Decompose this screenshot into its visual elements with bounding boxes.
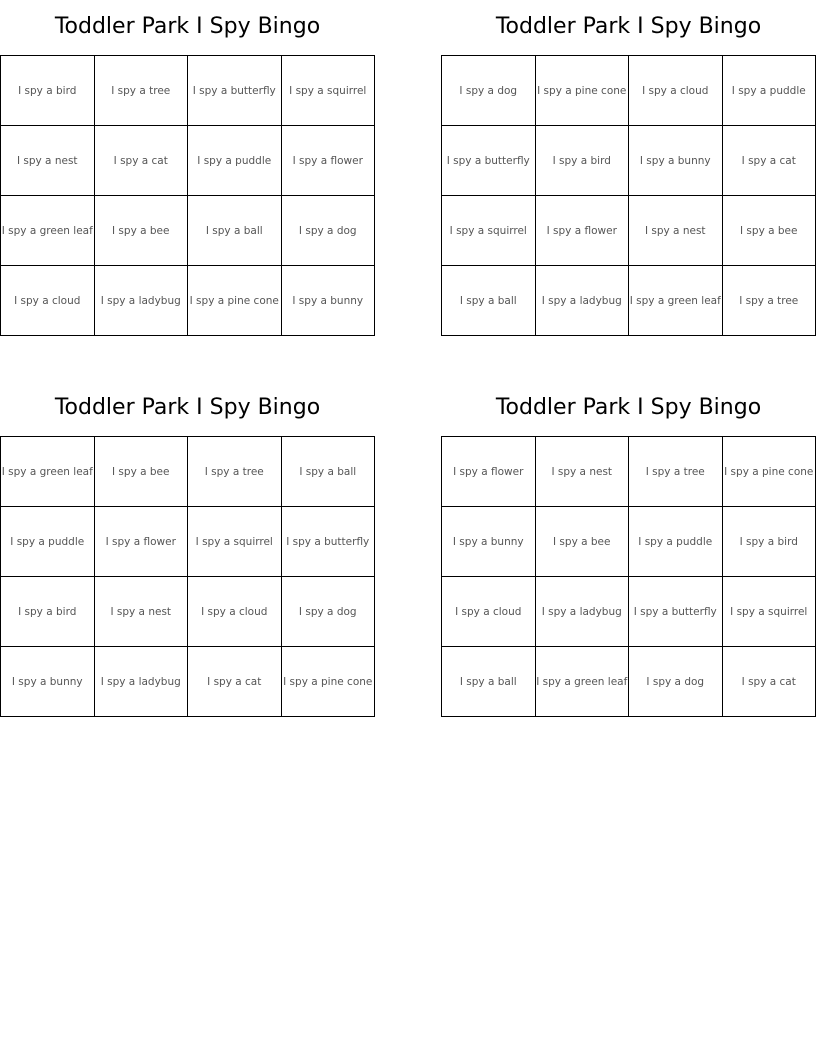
bingo-cell: I spy a dog (282, 577, 376, 647)
bingo-cell: I spy a bee (536, 507, 630, 577)
bingo-cell: I spy a tree (188, 437, 282, 507)
card-title: Toddler Park I Spy Bingo (54, 395, 321, 420)
bingo-cell: I spy a ball (442, 647, 536, 717)
bingo-card-4 (441, 391, 816, 717)
bingo-cell: I spy a puddle (723, 56, 816, 126)
bingo-cell: I spy a puddle (188, 126, 282, 196)
bingo-cell: I spy a flower (282, 126, 376, 196)
bingo-cell: I spy a pine cone (282, 647, 376, 717)
bingo-cell: I spy a ladybug (536, 266, 630, 336)
bingo-cell: I spy a puddle (629, 507, 723, 577)
bingo-grid (0, 55, 375, 336)
bingo-cell: I spy a dog (282, 196, 376, 266)
bingo-cell: I spy a butterfly (629, 577, 723, 647)
bingo-cell: I spy a ball (442, 266, 536, 336)
bingo-cell: I spy a nest (1, 126, 95, 196)
bingo-cell: I spy a pine cone (723, 437, 816, 507)
bingo-cell: I spy a cat (95, 126, 189, 196)
card-title: Toddler Park I Spy Bingo (54, 14, 321, 39)
bingo-cell: I spy a butterfly (282, 507, 376, 577)
bingo-cell: I spy a puddle (1, 507, 95, 577)
bingo-grid (441, 55, 816, 336)
bingo-cell: I spy a ladybug (95, 647, 189, 717)
bingo-cell: I spy a nest (629, 196, 723, 266)
bingo-cell: I spy a bunny (629, 126, 723, 196)
bingo-cell: I spy a ball (188, 196, 282, 266)
bingo-cell: I spy a nest (536, 437, 630, 507)
bingo-cell: I spy a ladybug (536, 577, 630, 647)
bingo-cell: I spy a dog (442, 56, 536, 126)
bingo-cell: I spy a flower (442, 437, 536, 507)
bingo-cell: I spy a cloud (1, 266, 95, 336)
bingo-card-2 (441, 10, 816, 336)
bingo-cell: I spy a squirrel (723, 577, 816, 647)
bingo-cell: I spy a squirrel (442, 196, 536, 266)
bingo-cell: I spy a flower (536, 196, 630, 266)
bingo-cell: I spy a squirrel (188, 507, 282, 577)
bingo-cell: I spy a dog (629, 647, 723, 717)
bingo-cell: I spy a cloud (442, 577, 536, 647)
bingo-cell: I spy a bee (723, 196, 816, 266)
bingo-cell: I spy a green leaf (536, 647, 630, 717)
bingo-cell: I spy a cloud (629, 56, 723, 126)
bingo-grid (0, 436, 375, 717)
bingo-cell: I spy a bird (536, 126, 630, 196)
bingo-cell: I spy a squirrel (282, 56, 376, 126)
bingo-cell: I spy a cloud (188, 577, 282, 647)
bingo-cell: I spy a bird (1, 56, 95, 126)
card-title: Toddler Park I Spy Bingo (495, 395, 762, 420)
bingo-grid (441, 436, 816, 717)
bingo-card-3 (0, 391, 375, 717)
bingo-cell: I spy a bunny (442, 507, 536, 577)
bingo-cell: I spy a tree (95, 56, 189, 126)
bingo-cell: I spy a green leaf (1, 437, 95, 507)
bingo-cell: I spy a tree (629, 437, 723, 507)
bingo-cell: I spy a ball (282, 437, 376, 507)
card-title: Toddler Park I Spy Bingo (495, 14, 762, 39)
bingo-cell: I spy a butterfly (188, 56, 282, 126)
bingo-cell: I spy a flower (95, 507, 189, 577)
bingo-cell: I spy a nest (95, 577, 189, 647)
bingo-cell: I spy a tree (723, 266, 816, 336)
bingo-cell: I spy a green leaf (629, 266, 723, 336)
bingo-cell: I spy a pine cone (536, 56, 630, 126)
bingo-cell: I spy a bee (95, 437, 189, 507)
bingo-cell: I spy a pine cone (188, 266, 282, 336)
bingo-cell: I spy a bunny (282, 266, 376, 336)
bingo-cell: I spy a bee (95, 196, 189, 266)
bingo-cell: I spy a bird (1, 577, 95, 647)
bingo-cell: I spy a cat (188, 647, 282, 717)
bingo-cell: I spy a green leaf (1, 196, 95, 266)
bingo-cell: I spy a bird (723, 507, 816, 577)
bingo-cell: I spy a bunny (1, 647, 95, 717)
bingo-card-1 (0, 10, 375, 336)
bingo-cell: I spy a cat (723, 126, 816, 196)
bingo-cell: I spy a butterfly (442, 126, 536, 196)
bingo-cell: I spy a cat (723, 647, 816, 717)
bingo-cell: I spy a ladybug (95, 266, 189, 336)
